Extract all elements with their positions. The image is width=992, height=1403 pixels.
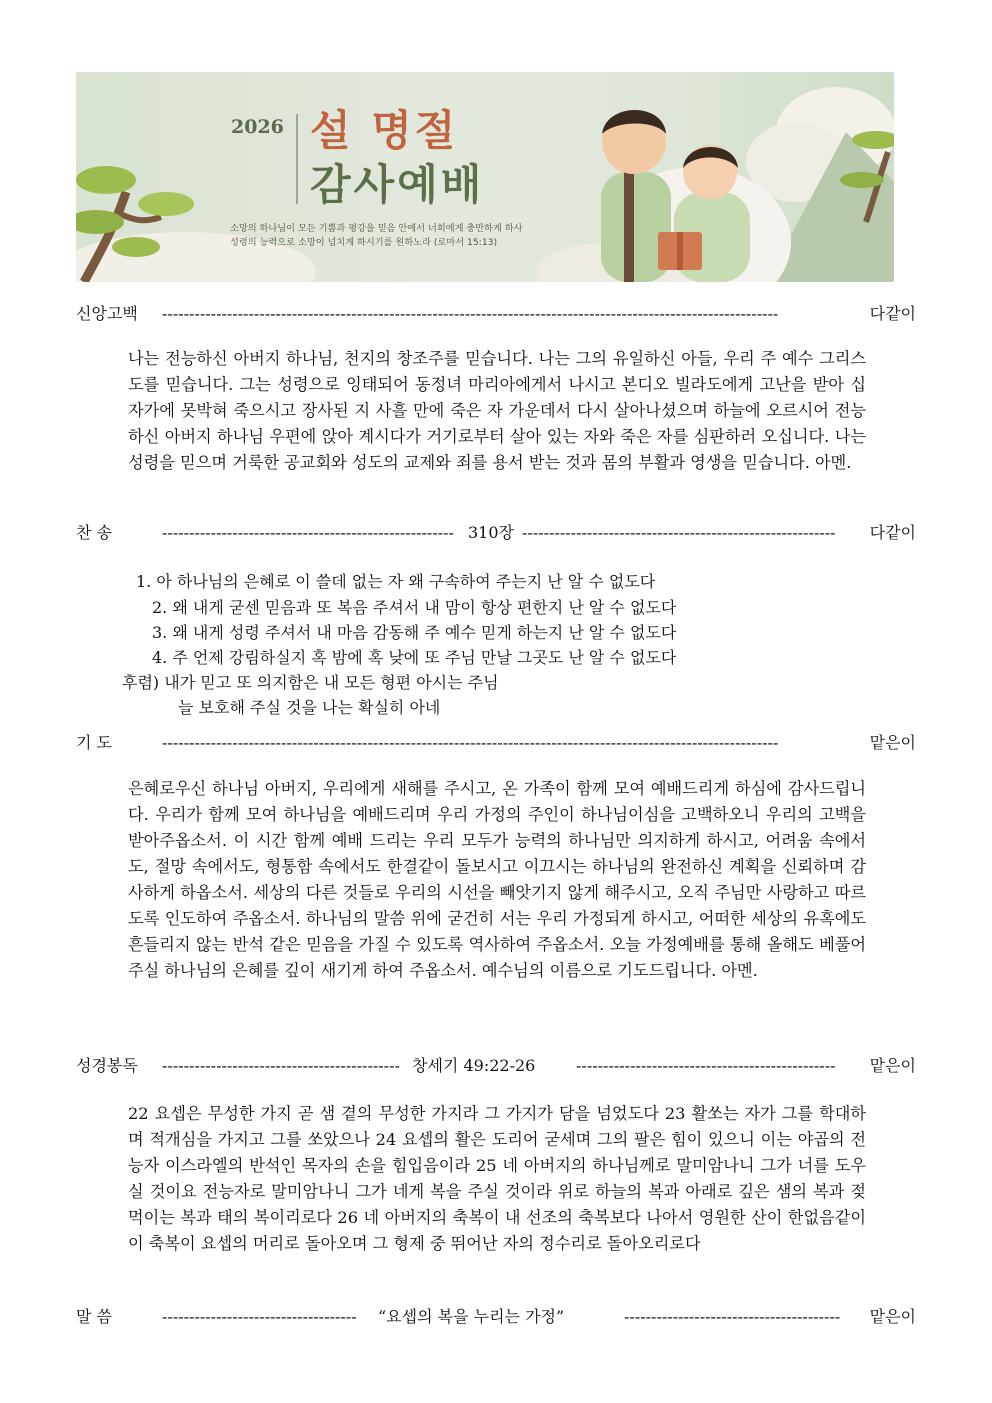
pine-foliage: [76, 166, 136, 194]
section-hymn-header: [76, 520, 916, 546]
section-label: 성경봉독: [76, 1056, 138, 1075]
section-leader-role: 맡은이: [869, 733, 916, 752]
section-label: 기 도: [76, 733, 112, 752]
dash-leader: ----------------------------------------: [624, 1307, 841, 1326]
banner-divider: [296, 114, 298, 204]
banner-illustration: [76, 72, 894, 282]
dash-leader: ------------------------------------: [162, 1307, 357, 1326]
hymn-number: 310장: [468, 523, 514, 542]
section-label: 신앙고백: [76, 304, 138, 323]
pine-foliage: [840, 172, 884, 188]
hymn-chorus-line1: 후렴) 내가 믿고 또 의지함은 내 모든 형편 아시는 주님: [122, 673, 499, 692]
section-leader-role: 다같이: [869, 523, 916, 542]
pine-foliage: [112, 237, 160, 257]
section-sermon-header: [76, 1304, 916, 1330]
section-label: 말 씀: [76, 1307, 112, 1326]
prayer-text: 은혜로우신 하나님 아버지, 우리에게 새해를 주시고, 온 가족이 함께 모여 예배드리게 하심에 감사드립니다. 우리가 함께 모여 하나님을 예배드리며 우리 가정의 주인이 하나님이심을 고백하오니 우리의 고백을 받아주옵소서. 이 시간 함께 예배 드리는 우리 모두가 능력의 하나님만 의지하게 하시고, 어려움 속에서도, 절망 속에서도, 형통함 속에서도 한결같이 돌보시고 이끄시는 하나님의 완전하신 계획을 신뢰하며 감사하게 하옵소서. 세상의 다른 것들로 우리의 시선을 빼앗기지 않게 해주시고, 오직 주님만 사랑하고 따르도록 인도하여 주옵소서. 하나님의 말씀 위에 굳건히 서는 우리 가정되게 하시고, 어떠한 세상의 유혹에도 흔들리지 않는 반석 같은 믿음을 가질 수 있도록 역사하여 주옵소서. 오늘 가정예배를 통해 올해도 베풀어 주실 하나님의 은혜를 깊이 새기게 하여 주옵소서. 예수님의 이름으로 기도드립니다. 아멘.: [128, 779, 866, 980]
banner-year: 2026: [231, 116, 284, 138]
section-creed-header: [76, 301, 916, 327]
section-leader-role: 맡은이: [869, 1056, 916, 1075]
section-reading-header: [76, 1053, 916, 1079]
section-leader-role: 맡은이: [869, 1307, 916, 1326]
dash-leader: ----------------------------------------------------------: [522, 523, 836, 542]
man-ribbon: [624, 172, 634, 282]
banner-title-line2: 감사예배: [310, 160, 485, 209]
hymn-verse-4: 4. 주 언제 강림하실지 혹 밤에 혹 낮에 또 주님 만날 그곳도 난 알 수 없도다: [152, 648, 677, 667]
dash-leader: --------------------------------------------: [162, 1056, 400, 1075]
banner-title-line1: 설 명절: [310, 106, 459, 155]
dash-leader: ------------------------------------------------------: [162, 523, 454, 542]
dash-leader: ------------------------------------------------: [576, 1056, 836, 1075]
gift-ribbon: [677, 232, 683, 270]
section-leader-role: 다같이: [869, 304, 916, 323]
dash-leader: ------------------------------------------------------------------------------------------------------------------: [162, 304, 779, 323]
hymn-verse-1: 1. 아 하나님의 은혜로 이 쓸데 없는 자 왜 구속하여 주는지 난 알 수 없도다: [136, 572, 656, 591]
dash-leader: ------------------------------------------------------------------------------------------------------------------: [162, 733, 779, 752]
reading-text: 22 요셉은 무성한 가지 곧 샘 곁의 무성한 가지라 그 가지가 담을 넘었도다 23 활쏘는 자가 그를 학대하며 적개심을 가지고 그를 쏘았으나 24 요셉의 활은 도리어 굳세며 그의 팔은 힘이 있으니 이는 야곱의 전능자 이스라엘의 반석인 목자의 손을 힘입음이라 25 네 아버지의 하나님께로 말미암나니 그가 너를 도우실 것이요 전능자로 말미암나니 그가 네게 복을 주실 것이라 위로 하늘의 복과 아래로 깊은 샘의 복과 젖먹이는 복과 태의 복이리로다 26 네 아버지의 축복이 내 선조의 축복보다 나아서 영원한 산이 한없음같이 이 축복이 요셉의 머리로 돌아오며 그 형제 중 뛰어난 자의 정수리로 돌아오리로다: [128, 1104, 866, 1253]
sermon-title: “요셉의 복을 누리는 가정”: [378, 1307, 565, 1326]
section-prayer-header: [76, 730, 916, 756]
hymn-verse-3: 3. 왜 내게 성령 주셔서 내 마음 감동해 주 예수 믿게 하는지 난 알 수 없도다: [152, 623, 677, 642]
banner-verse-line2: 성령의 능력으로 소망이 넘치게 하시기를 원하노라 (로마서 15:13): [230, 237, 498, 248]
hymn-verse-2: 2. 왜 내게 굳센 믿음과 또 복음 주셔서 내 맘이 항상 편한지 난 알 수 없도다: [152, 598, 677, 617]
section-label: 찬 송: [76, 523, 112, 542]
hymn-chorus-line2: 늘 보호해 주실 것을 나는 확실히 아네: [178, 698, 441, 717]
scripture-reference: 창세기 49:22-26: [412, 1056, 536, 1075]
banner-verse: [230, 222, 610, 250]
banner-verse-line1: 소망의 하나님이 모든 기쁨과 평강을 믿음 안에서 너희에게 충만하게 하사: [230, 223, 523, 234]
creed-text: 나는 전능하신 아버지 하나님, 천지의 창조주를 믿습니다. 나는 그의 유일하신 아들, 우리 주 예수 그리스도를 믿습니다. 그는 성령으로 잉태되어 동정녀 마리아에게서 나시고 본디오 빌라도에게 고난을 받아 십자가에 못박혀 죽으시고 장사된 지 사흘 만에 죽은 자 가운데서 다시 살아나셨으며 하늘에 오르시어 전능하신 아버지 하나님 우편에 앉아 계시다가 거기로부터 살아 있는 자와 죽은 자를 심판하러 오십니다. 나는 성령을 믿으며 거룩한 공교회와 성도의 교제와 죄를 용서 받는 것과 몸의 부활과 영생을 믿습니다. 아멘.: [128, 349, 866, 472]
pine-foliage: [138, 192, 194, 216]
header-banner: [76, 72, 894, 282]
